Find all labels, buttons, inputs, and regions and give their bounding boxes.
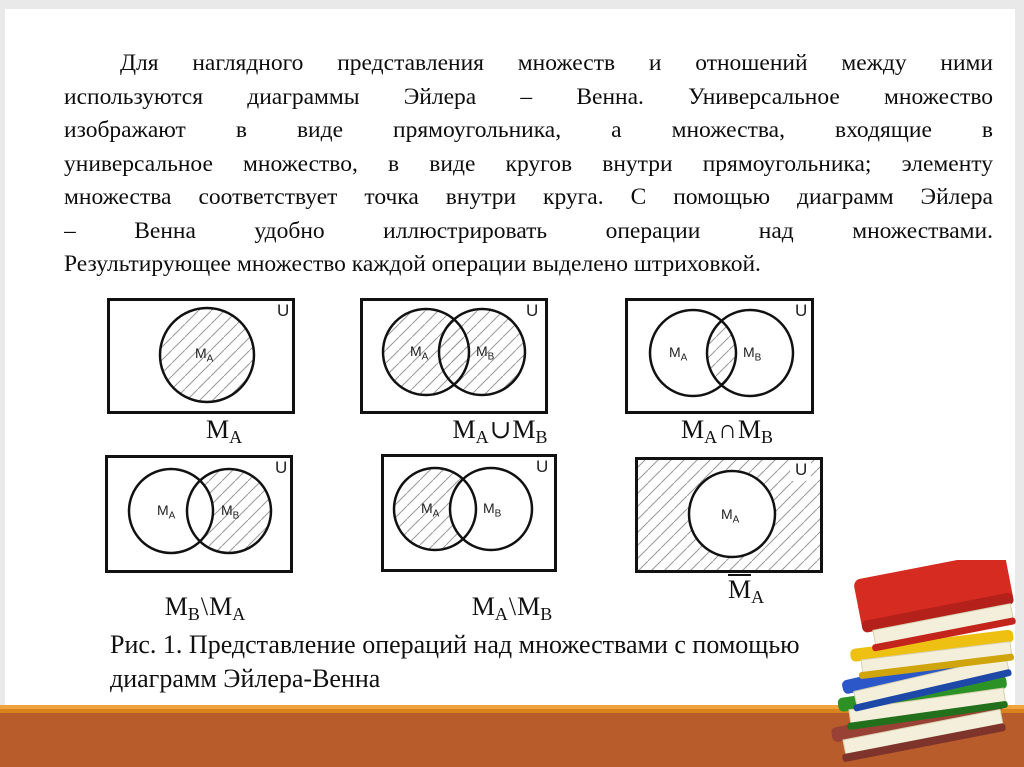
universal-set-label: U [795, 301, 808, 320]
set-label-ma: $M_A$ [157, 502, 176, 522]
intro-line: используются диаграммы Эйлера – Венна. Универсальное множество [64, 83, 993, 110]
intro-paragraph [64, 47, 993, 282]
figure-caption [110, 628, 900, 695]
set-label-ma: $M_A$ [195, 345, 214, 365]
intro-line: изображают в виде прямоугольника, а множества, входящие в [64, 117, 993, 143]
set-label-mb: $M_B$ [221, 502, 240, 522]
universal-set-label: U [275, 458, 288, 477]
venn-diagram-union [360, 298, 548, 414]
caption-union: $M_A\cup M_B$ [452, 415, 548, 448]
caption-b-minus-a: $M_B\backslash M_A$ [164, 592, 246, 625]
venn-figure [360, 298, 548, 414]
venn-figure [381, 454, 557, 572]
venn-diagram-a-minus-b [381, 454, 557, 572]
figure-caption-line: диаграмм Эйлера-Венна [110, 663, 381, 693]
venn-diagram-intersection [625, 298, 814, 414]
venn-figure [105, 455, 293, 573]
intro-line: Результирующее множество каждой операции выделено штриховкой. [64, 251, 761, 277]
universal-set-label: U [526, 301, 539, 320]
universal-set-label: U [790, 460, 811, 481]
venn-diagram-b-minus-a [105, 455, 293, 573]
venn-diagram-set-a [107, 298, 295, 414]
set-label-mb: $M_B$ [476, 343, 495, 363]
set-label-ma: $M_A$ [421, 500, 440, 520]
intro-line: Для наглядного представления множеств и отношений между ними [120, 50, 993, 76]
set-label-mb: $M_B$ [483, 500, 502, 520]
venn-figure [625, 298, 814, 414]
books-stack-icon [831, 560, 1024, 767]
caption-intersection: $M_A\cap M_B$ [680, 415, 774, 448]
set-label-mb: $M_B$ [743, 344, 762, 364]
set-label-ma: $M_A$ [410, 343, 429, 363]
universal-set-label: U [277, 301, 290, 320]
universal-set-label: U [536, 457, 549, 476]
set-label-ma: $M_A$ [721, 506, 740, 526]
figure-caption-line: Рис. 1. Представление операций над множествами с помощью [110, 630, 800, 659]
caption-complement-a: $M_A$ [727, 575, 765, 608]
books-stack-image [831, 560, 1024, 767]
venn-diagram-complement-a [635, 457, 823, 573]
caption-set-a: $M_A$ [205, 415, 243, 448]
caption-a-minus-b: $M_A\backslash M_B$ [471, 592, 553, 625]
intro-line: универсальное множество, в виде кругов внутри прямоугольника; элементу [64, 150, 993, 177]
intro-line: – Венна удобно иллюстрировать операции над множествами. [64, 217, 993, 244]
set-label-ma: $M_A$ [669, 344, 688, 364]
intro-line: множества соответствует точка внутри круга. С помощью диаграмм Эйлера [64, 184, 993, 210]
